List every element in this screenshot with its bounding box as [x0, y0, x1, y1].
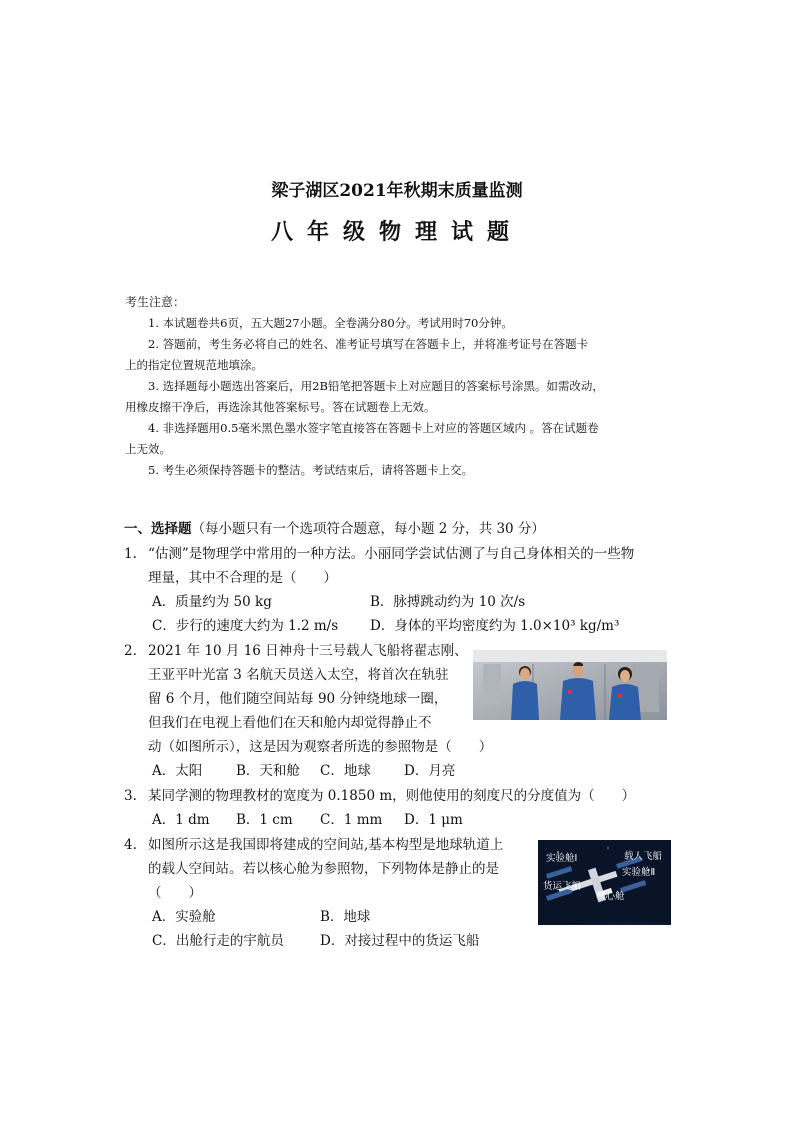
- option-a: A．太阳: [152, 763, 203, 779]
- question-number: 1.: [124, 546, 137, 562]
- option-a: A．1 dm: [152, 812, 210, 828]
- notice-line: 5. 考生必须保持答题卡的整洁。考试结束后，请将答题卡上交。: [148, 463, 474, 477]
- option-c: C．出舱行走的宇航员: [152, 933, 284, 949]
- notice-line: 4. 非选择题用0.5毫米黑色墨水签字笔直接答在答题卡上对应的答题区域内 。答在试题卷: [148, 421, 599, 435]
- option-a: A．实验舱: [152, 909, 216, 925]
- astronauts-photo: [473, 650, 667, 720]
- exam-title: 梁子湖区2021年秋期末质量监测: [271, 181, 523, 201]
- notice-line: 2. 答题前，考生务必将自己的姓名、准考证号填写在答题卡上，并将准考证号在答题卡: [148, 337, 589, 351]
- option-c: C．地球: [320, 763, 371, 779]
- section-header: [124, 517, 545, 537]
- notice-line: 上无效。: [125, 442, 171, 456]
- label-cargo-ship: 货运飞船: [543, 881, 582, 892]
- option-c: C．步行的速度大约为 1.2 m/s: [152, 618, 339, 634]
- question-text: 的载人空间站。若以核心舱为参照物，下列物体是静止的是: [148, 861, 499, 877]
- option-d: D．1 μm: [404, 812, 463, 828]
- question-number: 4.: [124, 837, 137, 853]
- section-note: （每小题只有一个选项符合题意，每小题 2 分，共 30 分）: [191, 521, 545, 537]
- question-text: 动（如图所示），这是因为观察者所选的参照物是（ ）: [148, 739, 493, 755]
- notice-line: 上的指定位置规范地填涂。: [125, 358, 263, 372]
- question-number: 3.: [124, 788, 137, 804]
- option-b: B．1 cm: [236, 812, 293, 828]
- space-station-figure: [538, 840, 671, 925]
- option-d: D．对接过程中的货运飞船: [320, 933, 480, 949]
- option-b: B．地球: [320, 909, 371, 925]
- notice-line: 用橡皮擦干净后，再选涂其他答案标号。答在试题卷上无效。: [125, 400, 436, 414]
- notice-heading: 考生注意：: [125, 295, 186, 309]
- option-a: A．质量约为 50 kg: [152, 594, 272, 610]
- exam-subtitle: 八年级物理试题: [270, 219, 523, 245]
- option-d: D．身体的平均密度约为 1.0×10³ kg/m³: [370, 618, 620, 634]
- option-b: B．脉搏跳动约为 10 次/s: [370, 594, 526, 610]
- question-text: 如图所示这是我国即将建成的空间站,基本构型是地球轨道上: [148, 837, 504, 853]
- option-d: D．月亮: [404, 763, 456, 779]
- question-text: （ ）: [148, 885, 202, 901]
- option-b: B．天和舱: [236, 763, 300, 779]
- question-text: “估测”是物理学中常用的一种方法。小丽同学尝试估测了与自己身体相关的一些物: [148, 546, 635, 562]
- notice-line: 3. 选择题每小题选出答案后，用2B铅笔把答题卡上对应题目的答案标号涂黑。如需改动，: [148, 379, 604, 393]
- question-text: 王亚平叶光富 3 名航天员送入太空，将首次在轨驻: [148, 667, 449, 683]
- label-lab-module-2: 实验舱Ⅱ: [622, 867, 656, 878]
- section-title: 一、选择题: [124, 521, 192, 537]
- notice-line: 1. 本试题卷共6页，五大题27小题。全卷满分80分。考试用时70分钟。: [148, 316, 513, 330]
- question-number: 2.: [124, 643, 137, 659]
- option-c: C．1 mm: [320, 812, 383, 828]
- question-text: 某同学测的物理教材的宽度为 0.1850 m，则他使用的刻度尺的分度值为（ ）: [148, 788, 636, 804]
- label-crew-ship: 载人飞船: [624, 851, 663, 862]
- question-text: 2021 年 10 月 16 日神舟十三号载人飞船将翟志刚、: [148, 643, 468, 659]
- label-lab-module-1: 实验舱Ⅰ: [546, 853, 578, 864]
- question-text: 留 6 个月，他们随空间站每 90 分钟绕地球一圈，: [148, 691, 448, 707]
- question-text: 但我们在电视上看他们在天和舱内却觉得静止不: [148, 715, 432, 731]
- question-text: 理量，其中不合理的是（ ）: [148, 570, 337, 586]
- label-core-module: 核心舱: [596, 891, 625, 902]
